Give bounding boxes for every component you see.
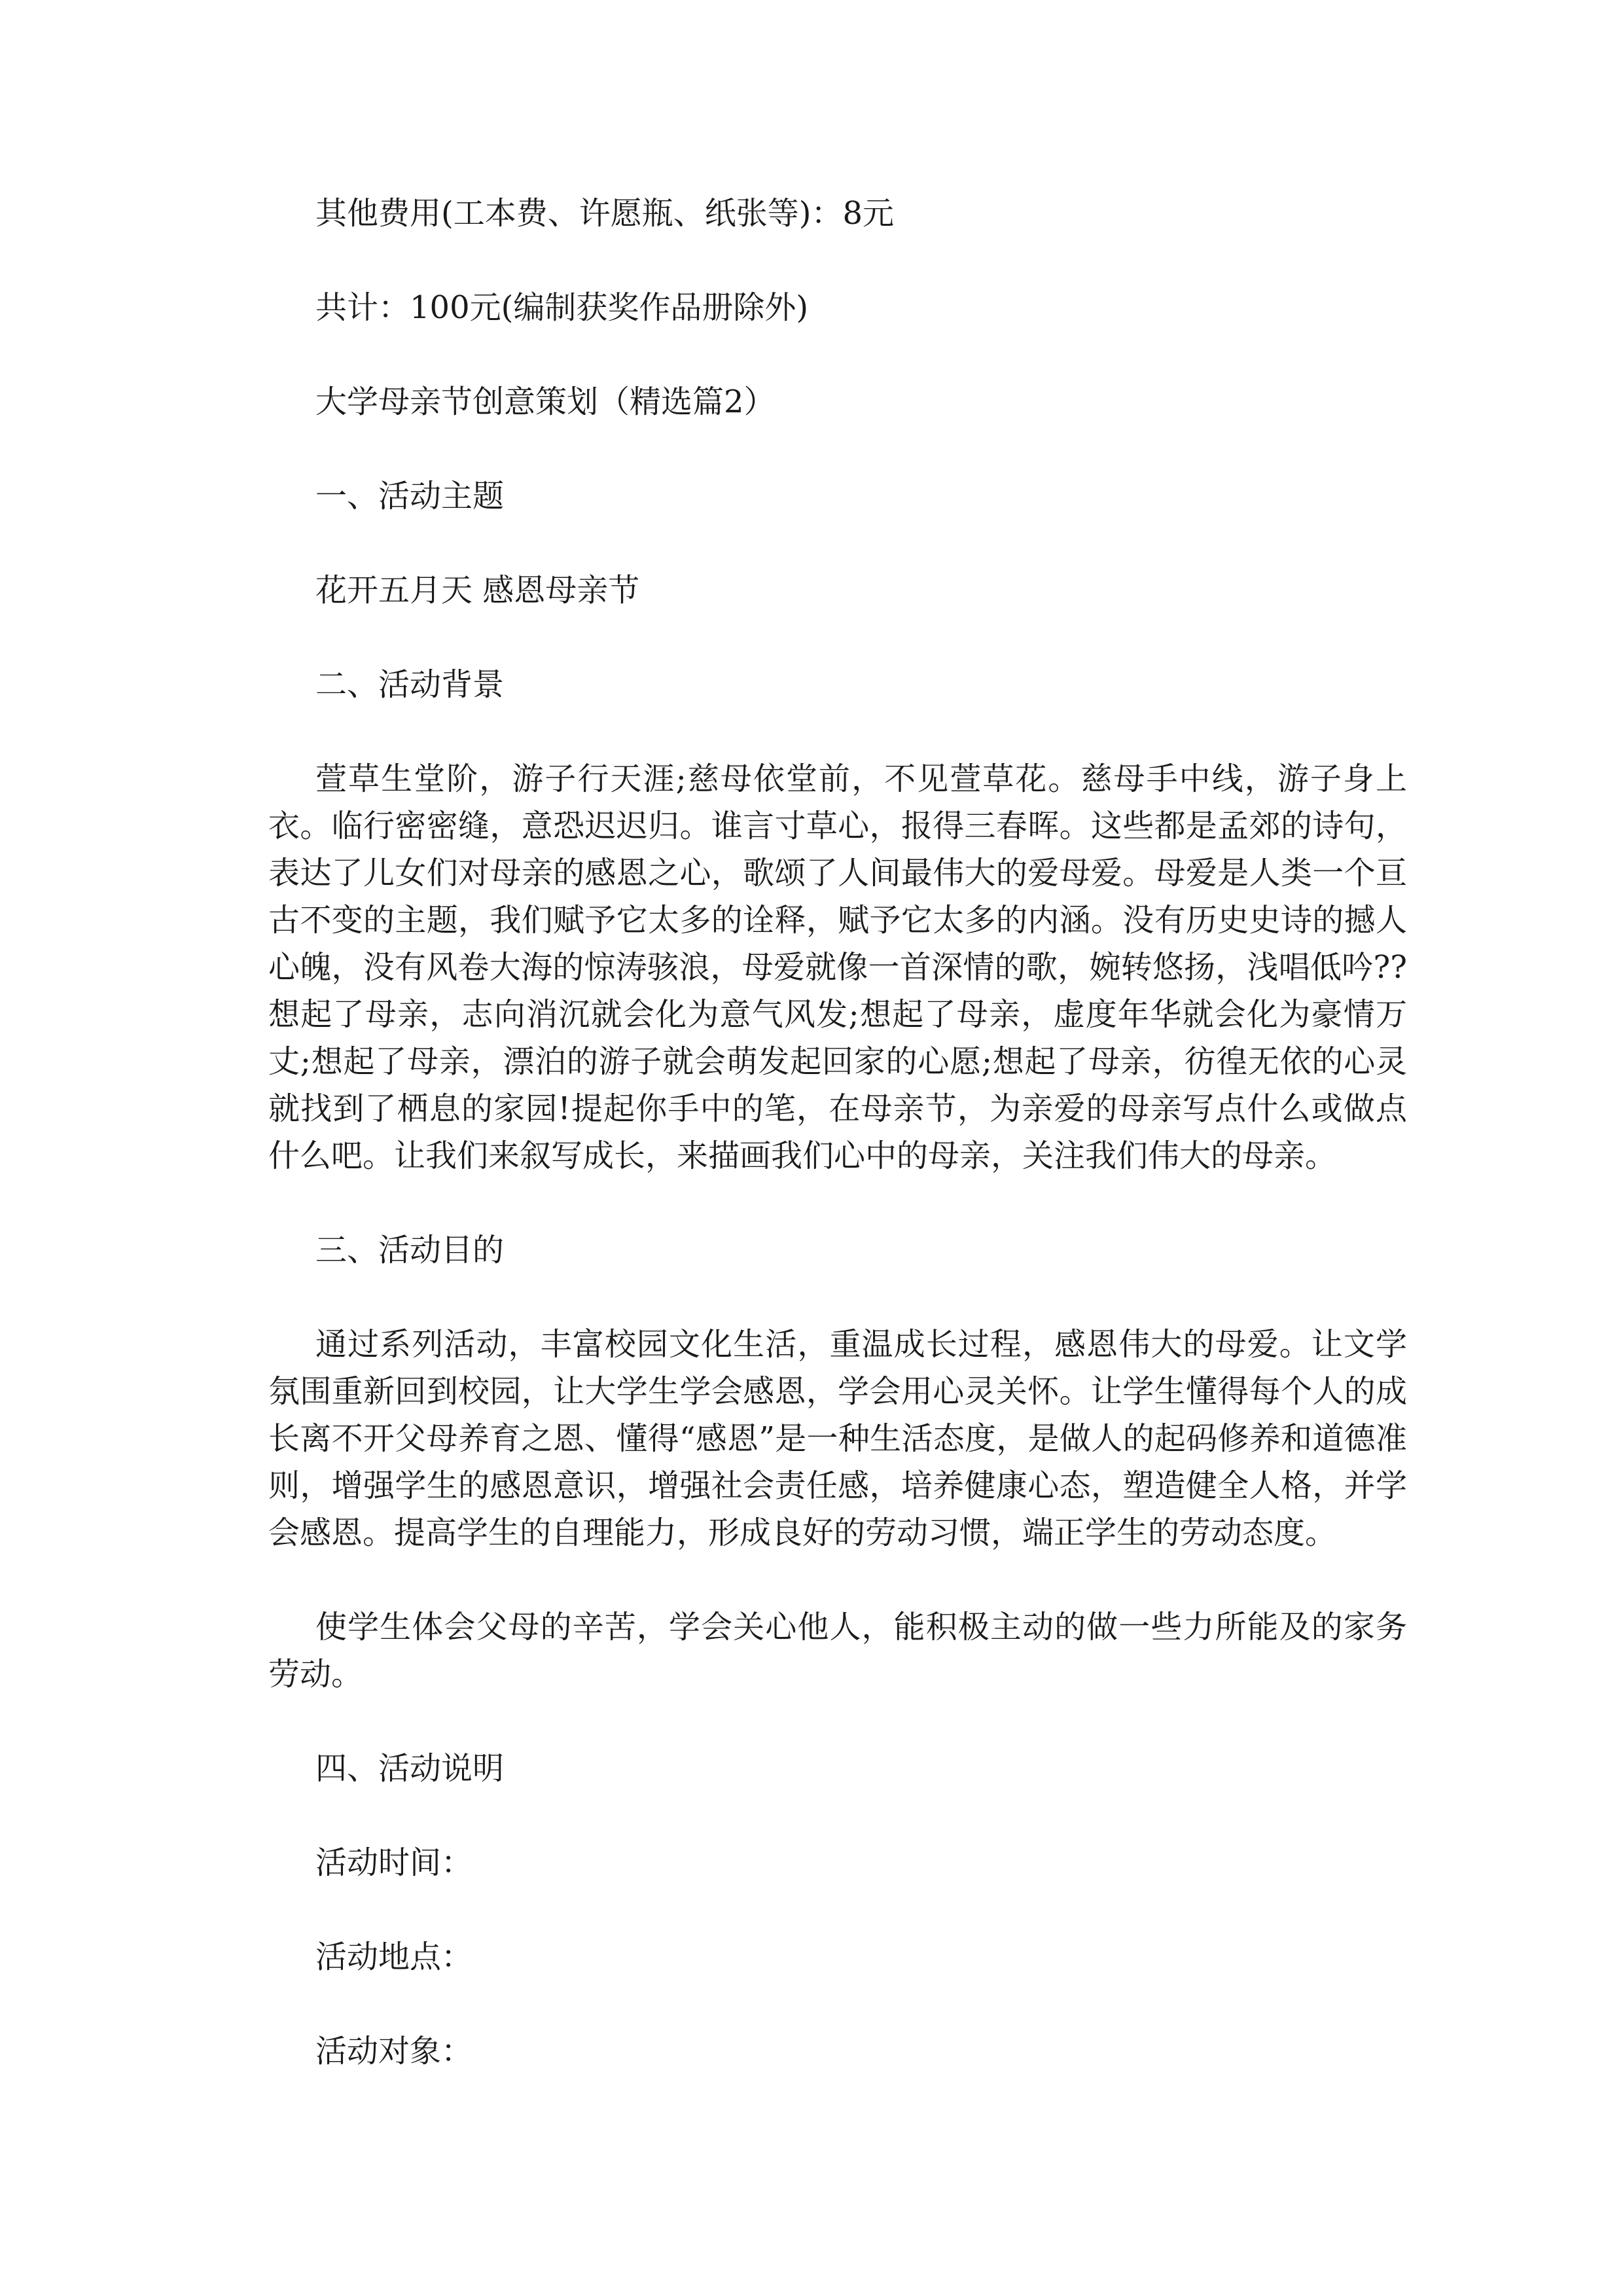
activity-audience-label: 活动对象： bbox=[315, 2033, 473, 2070]
background-heading: 二、活动背景 bbox=[315, 666, 505, 703]
activity-location-label: 活动地点： bbox=[315, 1939, 473, 1975]
document-body bbox=[268, 190, 1407, 2122]
theme-heading: 一、活动主题 bbox=[315, 478, 505, 514]
purpose-paragraph-2: 使学生体会父母的辛苦，学会关心他人，能积极主动的做一些力所能及的家务劳动。 bbox=[268, 1609, 1407, 1693]
activity-time-label: 活动时间： bbox=[315, 1844, 473, 1881]
theme-text: 花开五月天 感恩母亲节 bbox=[315, 572, 640, 609]
section-title: 大学母亲节创意策划（精选篇2） bbox=[315, 384, 776, 420]
total-cost-line: 共计：100元(编制获奖作品册除外) bbox=[315, 289, 809, 326]
other-costs-line: 其他费用(工本费、许愿瓶、纸张等)：8元 bbox=[315, 195, 894, 232]
purpose-heading: 三、活动目的 bbox=[315, 1232, 505, 1268]
purpose-paragraph-1: 通过系列活动，丰富校园文化生活，重温成长过程，感恩伟大的母爱。让文学氛围重新回到校园，让大学生学会感恩，学会用心灵关怀。让学生懂得每个人的成长离不开父母养育之恩、懂得“感恩”是一种生活态度，是做人的起码修养和道德准则，增强学生的感恩意识，增强社会责任感，培养健康心态，塑造健全人格，并学会感恩。提高学生的自理能力，形成良好的劳动习惯，端正学生的劳动态度。 bbox=[268, 1326, 1407, 1551]
description-heading: 四、活动说明 bbox=[315, 1750, 505, 1787]
background-paragraph: 萱草生堂阶，游子行天涯;慈母依堂前，不见萱草花。慈母手中线，游子身上衣。临行密密缝，意恐迟迟归。谁言寸草心，报得三春晖。这些都是孟郊的诗句，表达了儿女们对母亲的感恩之心，歌颂了人间最伟大的爱母爱。母爱是人类一个亘古不变的主题，我们赋予它太多的诠释，赋予它太多的内涵。没有历史史诗的撼人心魄，没有风卷大海的惊涛骇浪，母爱就像一首深情的歌，婉转悠扬，浅唱低吟??想起了母亲，志向消沉就会化为意气风发;想起了母亲，虚度年华就会化为豪情万丈;想起了母亲，漂泊的游子就会萌发起回家的心愿;想起了母亲，彷徨无依的心灵就找到了栖息的家园!提起你手中的笔，在母亲节，为亲爱的母亲写点什么或做点什么吧。让我们来叙写成长，来描画我们心中的母亲，关注我们伟大的母亲。 bbox=[268, 761, 1407, 1174]
